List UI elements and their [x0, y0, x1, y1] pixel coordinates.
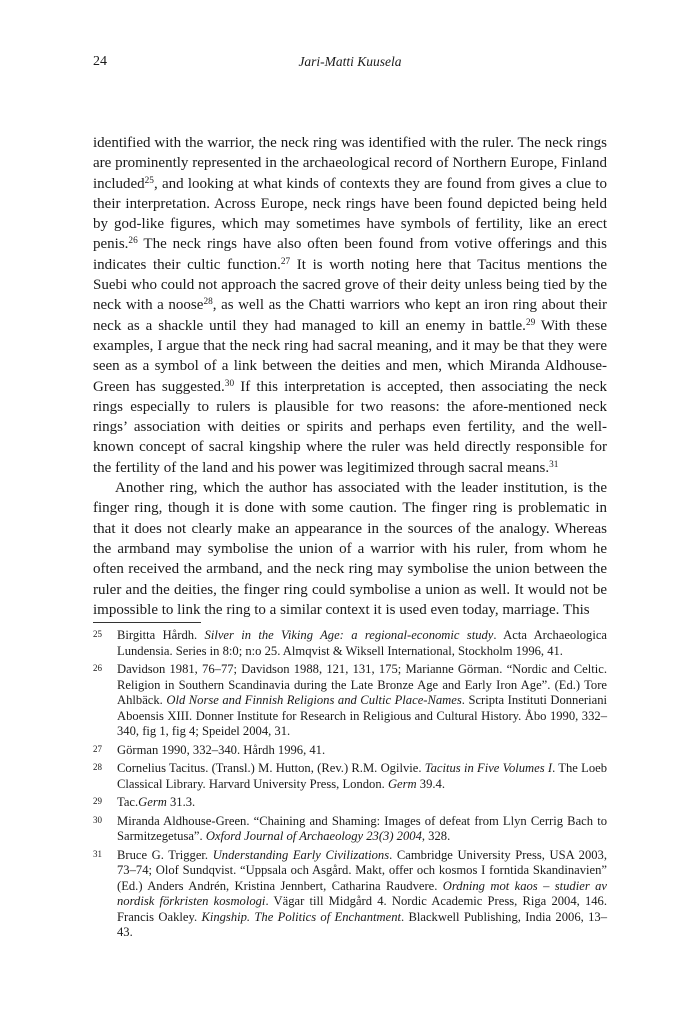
footnote-text: . Scripta Instituti Donneriani Aboensis XIII. Donner Institute for Research in Religious and Cultural History. Åbo 1990, 332–340, fig 1, fig 4; Speidel 2004, 31. [117, 693, 607, 738]
footnote-title: Silver in the Viking Age: a regional-economic study [204, 628, 494, 642]
footnote-title: Understanding Early Civilizations [212, 847, 390, 862]
footnote-title: Kingship. The Politics of Enchantment [201, 909, 401, 924]
footnote-number: 29 [93, 796, 102, 806]
footnote-text: Görman 1990, 332–340. Hårdh 1996, 41. [117, 742, 326, 757]
body-text [93, 133, 607, 620]
footnote-ref-30[interactable]: 30 [224, 378, 235, 389]
text-run: , and looking at what kinds of contexts they are found from gives a clue to their interpretation. Across Europe, neck rings have been found depicted being held by god-like figures, which may sometimes have symbols of fertility, like an erect penis. [93, 175, 607, 253]
footnote-text: . Blackwell Publishing, India 2006, 13–43. [117, 909, 607, 939]
footnote-divider [93, 622, 201, 623]
footnote-number: 28 [93, 762, 102, 772]
footnote-text: 31.3. [166, 795, 196, 809]
footnote-title: Old Norse and Finnish Religions and Cultic Place-Names [166, 693, 462, 707]
footnote-31 [93, 848, 607, 941]
footnote-text: 39.4. [416, 776, 445, 791]
footnote-title: Germ [138, 795, 167, 809]
footnote-text: Miranda Aldhouse-Green. “Chaining and Shaming: Images of defeat from Llyn Cerrig Bach to Sarmitzegetusa”. [117, 813, 607, 843]
footnote-26 [93, 662, 607, 740]
footnote-title: Germ [387, 776, 417, 791]
footnote-number: 30 [93, 814, 102, 825]
footnote-30 [93, 814, 607, 845]
footnote-number: 27 [93, 743, 102, 754]
text-run: , as well as the Chatti warriors who kept an iron ring about their neck as a shackle until they had managed to kill an enemy in battle. [93, 297, 607, 334]
footnote-ref-28[interactable]: 28 [203, 297, 213, 308]
footnote-title: Tacitus in Five Volumes I [424, 761, 553, 775]
footnote-ref-25[interactable]: 25 [144, 175, 154, 186]
text-run: With these examples, I argue that the neck ring had sacral meaning, and it may be that they were seen as a symbol of a link between the deities and men, which Miranda Aldhouse-Green has suggested. [93, 317, 607, 395]
text-run: It is worth noting here that Tacitus mentions the Suebi who could not approach the sacred grove of their deity unless being tied by the neck with a noose [93, 256, 607, 314]
footnote-25 [93, 628, 607, 659]
footnote-title: Ordning mot kaos – studier av nordisk förkristen kosmologi [117, 878, 607, 908]
footnote-ref-31[interactable]: 31 [549, 459, 559, 470]
footnote-text: , 328. [421, 829, 451, 843]
footnotes [93, 628, 607, 944]
page-number: 24 [93, 54, 107, 69]
running-head: Jari-Matti Kuusela [298, 54, 402, 69]
footnote-text: . Vägar till Midgård 4. Nordic Academic Press, Riga 2004, 146. Francis Oakley. [117, 894, 608, 924]
footnote-number: 25 [93, 629, 102, 639]
footnote-ref-27[interactable]: 27 [280, 256, 291, 267]
body-paragraph-1 [93, 133, 607, 478]
footnote-number: 31 [93, 848, 102, 859]
footnote-28 [93, 761, 607, 792]
footnote-text: . Cambridge University Press, USA 2003, 73–74; Olof Sundqvist. “Uppsala och Asgård. Makt, offer och kosmos I forntida Skandinavien” (Ed.) Anders Andrén, Kristina Jennbert, Catharina Raudvere. [117, 847, 608, 893]
footnote-text: Bruce G. Trigger. [117, 847, 213, 862]
footnote-number: 26 [93, 663, 102, 673]
text-run: identified with the warrior, the neck ring was identified with the ruler. The neck rings are prominently represented in the archaeological record of Northern Europe, Finland included [93, 135, 607, 192]
footnote-ref-29[interactable]: 29 [525, 317, 536, 328]
footnote-text: . Acta Archaeologica Lundensia. Series in 8:0; n:o 25. Almqvist & Wiksell International, Stockholm 1996, 41. [117, 628, 607, 658]
footnote-29 [93, 795, 607, 811]
text-run: The neck rings have also often been found from votive offerings and this indicates their cultic function. [93, 236, 607, 273]
footnote-title: Oxford Journal of Archaeology 23(3) 2004 [205, 829, 422, 843]
text-run: If this interpretation is accepted, then associating the neck rings especially to rulers is plausible for two reasons: the afore-mentioned neck rings’ association with deities or spirits and perhaps even fertility, and the well-known concept of sacral kingship where the ruler was held directly responsible for the fertility of the land and his power was legitimized through sacral means. [93, 378, 607, 476]
footnote-27 [93, 743, 607, 759]
footnote-text: . The Loeb Classical Library. Harvard University Press, London. [117, 761, 607, 791]
body-paragraph-2: Another ring, which the author has associated with the leader institution, is the finger ring, though it is done with some caution. The finger ring is problematic in that it does not clearly make an appearance in the sources of the analogy. Whereas the armband may symbolise the union of a warrior with his ruler, from whom he often received the armband, and the neck ring may symbolise the union between the ruler and the deities, the finger ring could symbolise a union as well. It would not be impossible to link the ring to a similar context it is used even today, marriage. This [93, 480, 607, 618]
page-header [93, 54, 607, 74]
footnote-text: Tac. [117, 795, 139, 809]
footnote-text: Davidson 1981, 76–77; Davidson 1988, 121, 131, 175; Marianne Görman. “Nordic and Celtic. Religion in Southern Scandinavia during the Late Bronze Age and Early Iron Age”. (Ed.) Tore Ahlbäck. [117, 662, 607, 707]
footnote-text: Cornelius Tacitus. (Transl.) M. Hutton, (Rev.) R.M. Ogilvie. [117, 761, 425, 775]
footnote-ref-26[interactable]: 26 [128, 236, 138, 247]
footnote-text: Birgitta Hårdh. [117, 628, 205, 642]
